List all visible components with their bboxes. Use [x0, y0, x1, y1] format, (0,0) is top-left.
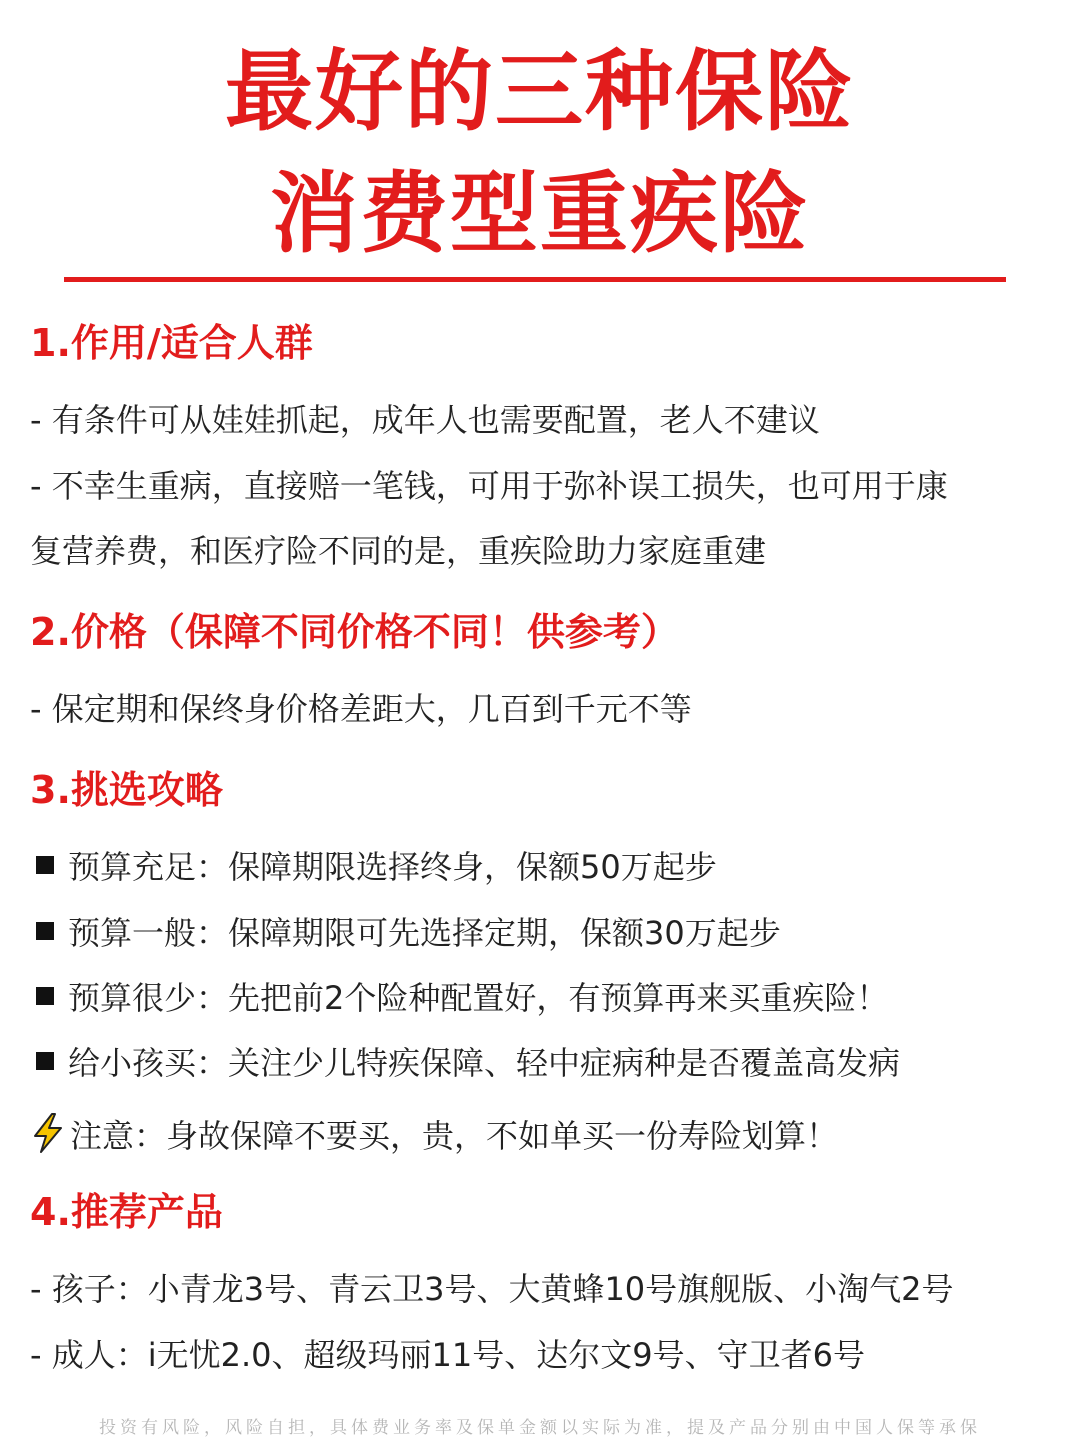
- product-line: - 成人：i无忧2.0、超级玛丽11号、达尔文9号、守卫者6号: [30, 1336, 865, 1374]
- disclaimer-footer: 投资有风险，风险自担，具体费业务率及保单金额以实际为准，提及产品分别由中国人保等承保: [99, 1418, 981, 1438]
- section-heading-products: 4.推荐产品: [30, 1190, 223, 1234]
- usage-line: - 不幸生重病，直接赔一笔钱，可用于弥补误工损失，也可用于康: [30, 467, 948, 505]
- guide-bullet: [30, 979, 889, 1017]
- title-line-2: 消费型重疾险: [269, 162, 810, 265]
- guide-bullet-text: 给小孩买：关注少儿特疾保障、轻中症病种是否覆盖高发病: [68, 1044, 901, 1082]
- guide-bullet-text: 预算充足：保障期限选择终身，保额50万起步: [68, 848, 717, 886]
- square-bullet-icon: [36, 1052, 54, 1070]
- section-heading-guide: 3.挑选攻略: [30, 768, 223, 812]
- guide-bullet-text: 预算一般：保障期限可先选择定期，保额30万起步: [68, 914, 781, 952]
- section-heading-price: 2.价格（保障不同价格不同！供参考）: [30, 610, 679, 654]
- lightning-icon: [30, 1113, 66, 1153]
- square-bullet-icon: [36, 987, 54, 1005]
- guide-bullet-text: 预算很少：先把前2个险种配置好，有预算再来买重疾险！: [68, 979, 889, 1017]
- usage-line: 复营养费，和医疗险不同的是，重疾险助力家庭重建: [30, 532, 767, 570]
- product-line: - 孩子：小青龙3号、青云卫3号、大黄蜂10号旗舰版、小淘气2号: [30, 1270, 954, 1308]
- guide-bullet: [30, 1044, 901, 1082]
- square-bullet-icon: [36, 856, 54, 874]
- guide-note-text: 注意：身故保障不要买，贵，不如单买一份寿险划算！: [70, 1117, 839, 1155]
- title-line-1: 最好的三种保险: [224, 40, 855, 143]
- price-line: - 保定期和保终身价格差距大，几百到千元不等: [30, 690, 692, 728]
- section-heading-usage: 1.作用/适合人群: [30, 321, 313, 365]
- usage-line: - 有条件可从娃娃抓起，成年人也需要配置，老人不建议: [30, 401, 820, 439]
- guide-bullet: [30, 848, 717, 886]
- square-bullet-icon: [36, 922, 54, 940]
- title-divider: [64, 277, 1006, 282]
- guide-bullet: [30, 914, 781, 952]
- guide-note: [30, 1113, 838, 1153]
